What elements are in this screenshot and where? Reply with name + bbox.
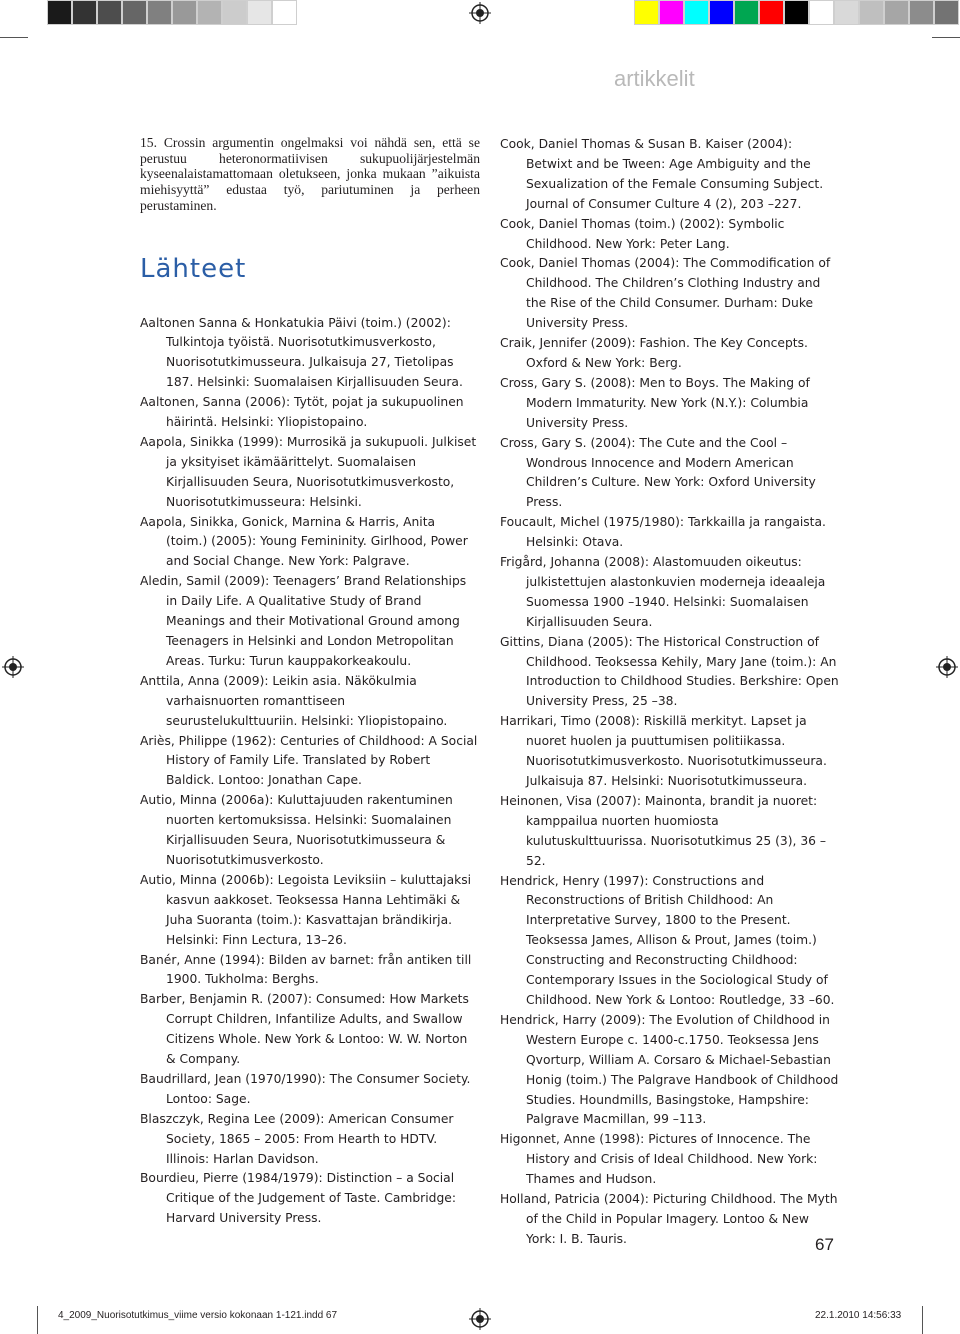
reference-entry: Barber, Benjamin R. (2007): Consumed: How Markets Corrupt Children, Infantilize Adults, and Swallow Citizens Whole. New York & Lontoo: W. W. Norton & Company. — [140, 992, 469, 1067]
color-swatch — [884, 0, 909, 25]
slug-filename: 4_2009_Nuorisotutkimus_viime versio kokonaan 1-121.indd 67 — [58, 1310, 338, 1321]
reference-entry: Harrikari, Timo (2008): Riskillä merkityt. Lapset ja nuoret huolen ja puuttumisen politiikassa. Nuorisotutkimusverkosto. Nuorisotutkimusseura. Julkaisuja 87. Helsinki: Nuorisotutkimusseura. — [500, 714, 827, 788]
color-swatch — [47, 0, 72, 25]
grayscale-color-bar — [47, 0, 297, 25]
reference-entry: Foucault, Michel (1975/1980): Tarkkailla ja rangaista. Helsinki: Otava. — [500, 515, 826, 550]
color-swatch — [809, 0, 834, 25]
reference-entry: Autio, Minna (2006b): Legoista Leviksiin – kuluttajaksi kasvun aakkoset. Teoksessa Hanna Lehtimäki & Juha Suoranta (toim.): Kasvattajan brändikirja. Helsinki: Finn Lectura, 13–26. — [140, 872, 472, 947]
color-swatch — [709, 0, 734, 25]
color-swatch — [122, 0, 147, 25]
trim-mark — [932, 37, 960, 38]
color-swatch — [759, 0, 784, 25]
color-swatch — [934, 0, 959, 25]
reference-entry: Craik, Jennifer (2009): Fashion. The Key Concepts. Oxford & New York: Berg. — [500, 336, 808, 370]
reference-entry: Ariès, Philippe (1962): Centuries of Childhood: A Social History of Family Life. Translated by Robert Baldick. Lontoo: Jonathan Cape. — [140, 733, 478, 788]
reference-entry: Bourdieu, Pierre (1984/1979): Distinction – a Social Critique of the Judgement of Taste. Cambridge: Harvard University Press. — [140, 1171, 456, 1226]
reference-entry: Hendrick, Henry (1997): Constructions and Reconstructions of British Childhood: An Interpretative Survey, 1800 to the Present. Teoksessa James, Allison & Prout, James (toim.) Constructing and Reconstructing Childhood: Contemporary Issues in the Sociological Study of Childhood. New York & Lontoo: Routledge, 33 –60. — [500, 873, 835, 1007]
color-swatch — [734, 0, 759, 25]
trim-mark — [0, 37, 28, 38]
color-swatch — [272, 0, 297, 25]
color-swatch — [684, 0, 709, 25]
reference-entry: Hendrick, Harry (2009): The Evolution of Childhood in Western Europe c. 1400-c.1750. Teoksessa Jens Qvorturp, William A. Corsaro & Michael-Sebastian Honig (toim.) The Palgrave Handbook of Childhood Studies. Houndmills, Basingstoke, Hampshire: Palgrave Macmillan, 99 –113. — [500, 1012, 839, 1127]
page-number: 67 — [815, 1235, 834, 1254]
reference-entry: Cook, Daniel Thomas & Susan B. Kaiser (2004): Betwixt and be Tween: Age Ambiguity and the Sexualization of the Female Consuming Subject. Journal of Consumer Culture 4 (2), 203 –227. — [500, 137, 824, 211]
footnote: 15. Crossin argumentin ongelmaksi voi nähdä sen, että se perustuu heteronormatiivisen sukupuolijärjestelmän kyseenalaistamattomaan oletukseen, jonka mukaan ”aikuista miehisyyttä” edustaa työ, pariutuminen ja perheen perustaminen. — [140, 135, 480, 213]
reference-entry: Cross, Gary S. (2008): Men to Boys. The Making of Modern Immaturity. New York (N.Y.): Columbia University Press. — [500, 375, 810, 430]
color-swatch — [72, 0, 97, 25]
reference-entry: Frigård, Johanna (2008): Alastomuuden oikeutus: julkistettujen alastonkuvien moderneja ideaaleja Suomessa 1900 –1940. Helsinki: Suomalaisen Kirjallisuuden Seura. — [500, 555, 826, 629]
color-swatch — [172, 0, 197, 25]
process-color-bar — [634, 0, 959, 25]
reference-entry: Autio, Minna (2006a): Kuluttajuuden rakentuminen nuorten kertomuksissa. Helsinki: Suomalainen Kirjallisuuden Seura, Nuorisotutkimusseura & Nuorisotutkimusverkosto. — [140, 793, 453, 867]
trim-mark — [922, 1306, 923, 1334]
trim-mark — [37, 1306, 38, 1334]
color-swatch — [659, 0, 684, 25]
left-column — [140, 135, 480, 1229]
color-swatch — [784, 0, 809, 25]
reference-entry: Blaszczyk, Regina Lee (2009): American Consumer Society, 1865 – 2005: From Hearth to HDTV. Illinois: Harlan Davidson. — [140, 1111, 454, 1166]
color-swatch — [909, 0, 934, 25]
registration-mark-icon — [936, 656, 958, 678]
reference-list-right — [500, 135, 840, 1250]
registration-mark-icon — [2, 656, 24, 678]
slug-datetime: 22.1.2010 14:56:33 — [815, 1310, 902, 1321]
color-swatch — [634, 0, 659, 25]
reference-entry: Cook, Daniel Thomas (2004): The Commodification of Childhood. The Children’s Clothing Industry and the Rise of the Child Consumer. Durham: Duke University Press. — [500, 256, 831, 331]
reference-entry: Anttila, Anna (2009): Leikin asia. Näkökulmia varhaisnuorten romanttiseen seurustelukulttuuriin. Helsinki: Yliopistopaino. — [140, 673, 448, 728]
color-swatch — [834, 0, 859, 25]
reference-entry: Aaltonen, Sanna (2006): Tytöt, pojat ja sukupuolinen häirintä. Helsinki: Yliopistopaino. — [140, 395, 464, 430]
color-swatch — [222, 0, 247, 25]
right-column — [500, 135, 840, 1250]
color-swatch — [197, 0, 222, 25]
reference-entry: Cross, Gary S. (2004): The Cute and the Cool – Wondrous Innocence and Modern American Children’s Culture. New York: Oxford University Press. — [500, 435, 816, 510]
reference-entry: Gittins, Diana (2005): The Historical Construction of Childhood. Teoksessa Kehily, Mary Jane (toim.): An Introduction to Childhood Studies. Berkshire: Open University Press, 25 –38. — [500, 634, 839, 709]
sources-heading: Lähteet — [140, 253, 247, 284]
reference-entry: Cook, Daniel Thomas (toim.) (2002): Symbolic Childhood. New York: Peter Lang. — [500, 216, 785, 251]
section-header: artikkelit — [614, 66, 695, 91]
registration-mark-icon — [469, 2, 491, 24]
reference-entry: Aapola, Sinikka, Gonick, Marnina & Harris, Anita (toim.) (2005): Young Femininity. Girlhood, Power and Social Change. New York: Palgrave. — [140, 514, 468, 569]
reference-entry: Baudrillard, Jean (1970/1990): The Consumer Society. Lontoo: Sage. — [140, 1071, 471, 1106]
reference-entry: Holland, Patricia (2004): Picturing Childhood. The Myth of the Child in Popular Imagery. Lontoo & New York: I. B. Tauris. — [500, 1192, 838, 1246]
color-swatch — [247, 0, 272, 25]
color-swatch — [859, 0, 884, 25]
reference-entry: Aaltonen Sanna & Honkatukia Päivi (toim.) (2002): Tulkintoja työistä. Nuorisotutkimusverkosto, Nuorisotutkimusseura. Julkaisuja 27, Tietolipas 187. Helsinki: Suomalaisen Kirjallisuuden Seura. — [140, 315, 463, 390]
reference-entry: Banér, Anne (1994): Bilden av barnet: från antiken till 1900. Tukholma: Berghs. — [140, 952, 472, 987]
color-swatch — [147, 0, 172, 25]
reference-entry: Aledin, Samil (2009): Teenagers’ Brand Relationships in Daily Life. A Qualitative Study of Brand Meanings and their Motivational Ground among Teenagers in Helsinki and London Metropolitan Areas. Turku: Turun kauppakorkeakoulu. — [140, 574, 467, 668]
color-swatch — [97, 0, 122, 25]
reference-list-left — [140, 314, 480, 1230]
reference-entry: Higonnet, Anne (1998): Pictures of Innocence. The History and Crisis of Ideal Childhood. New York: Thames and Hudson. — [500, 1132, 818, 1187]
reference-entry: Heinonen, Visa (2007): Mainonta, brandit ja nuoret: kamppailua nuorten huomiosta kulutuskulttuurissa. Nuorisotutkimus 25 (3), 36 –52. — [500, 793, 827, 868]
reference-entry: Aapola, Sinikka (1999): Murrosikä ja sukupuoli. Julkiset ja yksityiset ikämäärittelyt. Suomalaisen Kirjallisuuden Seura, Nuorisotutkimusverkosto, Nuorisotutkimusseura: Helsinki. — [140, 434, 477, 509]
registration-mark-icon — [469, 1308, 491, 1330]
